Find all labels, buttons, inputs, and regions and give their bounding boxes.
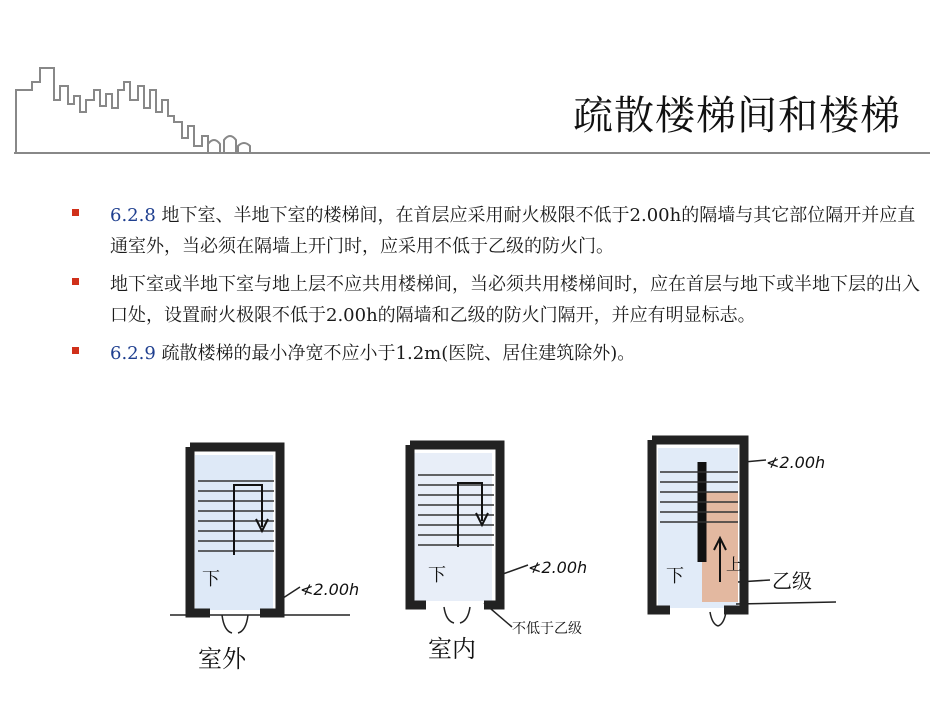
door-rating-label: 乙级 (772, 569, 812, 593)
list-item (72, 338, 922, 369)
down-label: 下 (428, 565, 446, 586)
door-rating-label: 不低于乙级 (512, 621, 582, 637)
bullet-marker (72, 209, 79, 216)
fire-rating-label: ≮2.00h (528, 558, 588, 577)
skyline-logo (10, 60, 260, 156)
list-item (72, 269, 922, 331)
clause-text: 地下室、半地下室的楼梯间，在首层应采用耐火极限不低于2.00h的隔墙与其它部位隔开并应直通室外，当必须在隔墙上开门时，应采用不低于乙级的防火门。 (110, 205, 916, 257)
stair-sketch-2 (400, 435, 630, 685)
fire-rating-label: ≮2.00h (766, 453, 826, 472)
stair-sketch-3 (640, 432, 860, 642)
exit-label: 室外 (198, 645, 246, 673)
bullet-marker (72, 278, 79, 285)
up-label: 上 (726, 555, 743, 574)
clause-text: 疏散楼梯的最小净宽不应小于1.2m(医院、居住建筑除外)。 (155, 343, 636, 364)
clause-number: 6.2.9 (110, 343, 156, 364)
clause-number: 6.2.8 (110, 205, 156, 226)
page-title: 疏散楼梯间和楼梯 (573, 93, 901, 139)
list-item (72, 200, 922, 262)
clause-text: 地下室或半地下室与地上层不应共用楼梯间，当必须共用楼梯间时，应在首层与地下或半地下层的出入口处，设置耐火极限不低于2.00h的隔墙和乙级的防火门隔开，并应有明显标志。 (110, 274, 920, 326)
bullet-marker (72, 347, 79, 354)
fire-rating-label: ≮2.00h (300, 580, 360, 599)
down-label: 下 (666, 566, 684, 587)
stair-sketch-1 (150, 435, 380, 695)
exit-label: 室内 (428, 635, 476, 663)
down-label: 下 (202, 569, 220, 590)
bullet-list (72, 200, 922, 376)
header-rule (14, 152, 930, 154)
